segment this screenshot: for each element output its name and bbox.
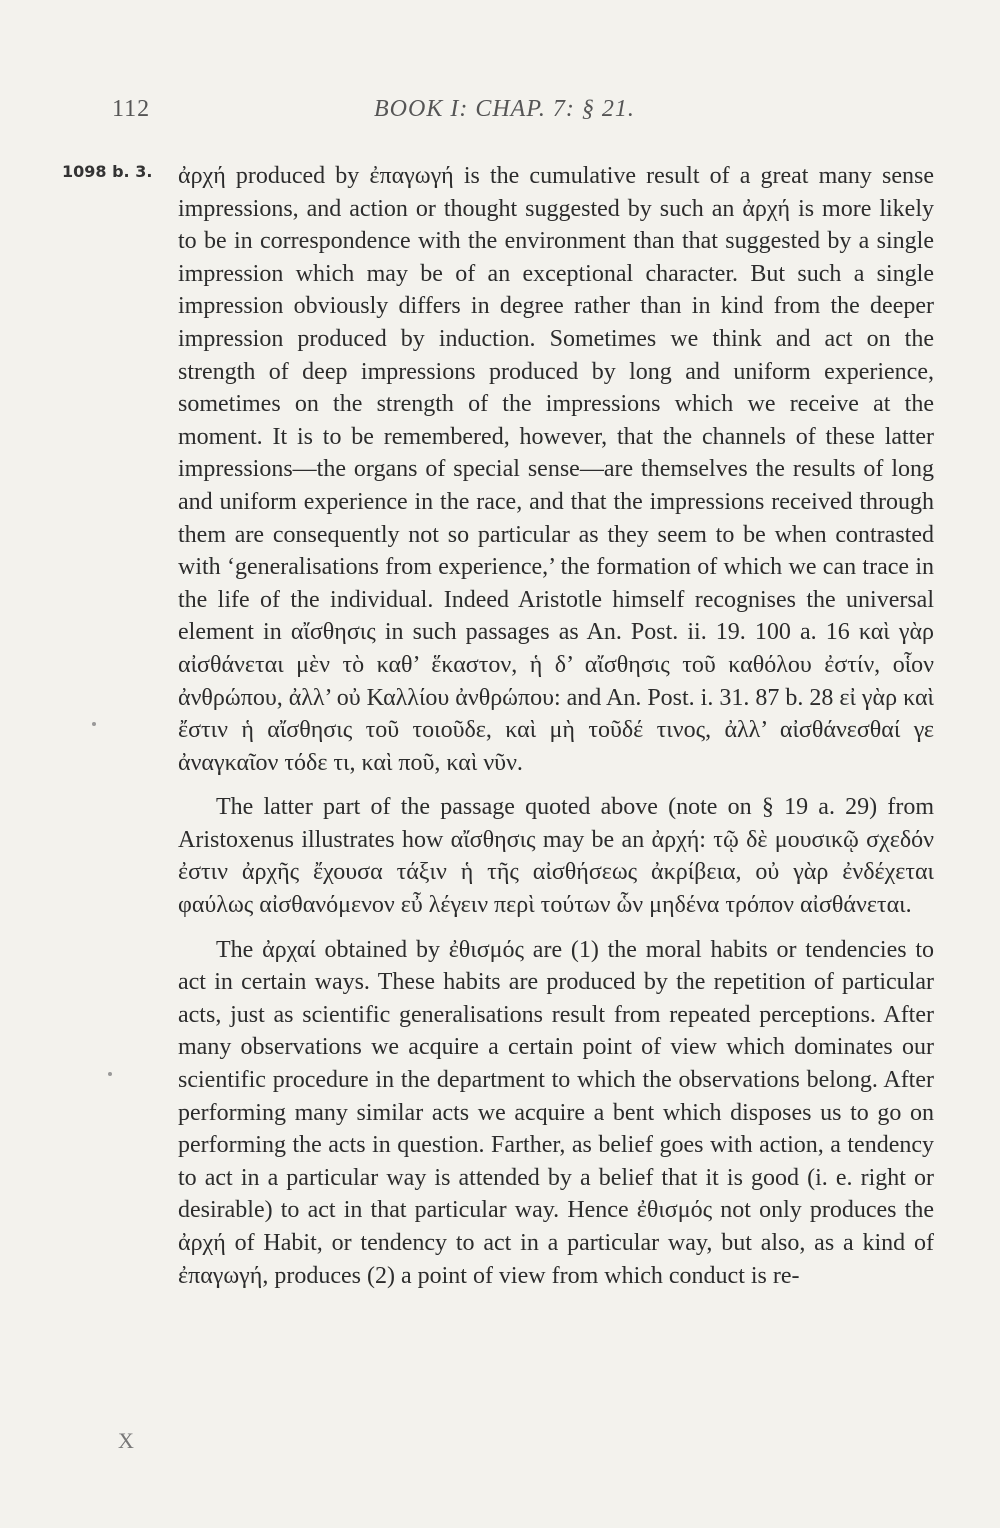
paragraph-1: ἀρχή produced by ἐπαγωγή is the cumulative result of a great many sense impressions, and action or thought suggested by such an ἀρχή is more likely to be in correspondence with the environment than that suggested by a single impression which may be of an exceptional character. But such a single impression obviously differs in degree rather than in kind from the deeper impression produced by induction. Sometimes we think and act on the strength of deep impressions produced by long and uniform experience, sometimes on the strength of the impressions which we receive at the moment. It is to be remembered, however, that the channels of these latter impressions—the organs of special sense—are themselves the results of long and uniform experience in the race, and that the impressions received through them are consequently not so particular as they seem to be when contrasted with ‘generalisations from experience,’ the formation of which we can trace in the life of the individual. Indeed Aristotle himself recognises the universal element in αἴσθησις in such passages as An. Post. ii. 19. 100 a. 16 καὶ γὰρ αἰσθάνεται μὲν τὸ καθ’ ἕκαστον, ἡ δ’ αἴσθησις τοῦ καθόλου ἐστίν, οἷον ἀνθρώπου, ἀλλ’ οὐ Καλλίου ἀνθρώπου: and An. Post. i. 31. 87 b. 28 εἰ γὰρ καὶ ἔστιν ἡ αἴσθησις τοῦ τοιοῦδε, καὶ μὴ τοῦδέ τινος, ἀλλ’ αἰσθάνεσθαί γε ἀναγκαῖον τόδε τι, καὶ ποῦ, καὶ νῦν.	[178, 163, 934, 776]
paragraph-2: The latter part of the passage quoted above (note on § 19 a. 29) from Aristoxenus illustrates how αἴσθησις may be an ἀρχή: τῷ δὲ μουσικῷ σχεδόν ἐστιν ἀρχῆς ἔχουσα τάξιν ἡ τῆς αἰσθήσεως ἀκρίβεια, οὐ γὰρ ἐνδέχεται φαύλως αἰσθανόμενον εὖ λέγειν περὶ τούτων ὧν μηδένα τρόπον αἰσθάνεται.	[178, 794, 934, 919]
margin-mark: X	[118, 1428, 134, 1453]
body-text	[178, 160, 934, 1292]
paragraph-3: The ἀρχαί obtained by ἐθισμός are (1) the moral habits or tendencies to act in certain ways. These habits are produced by the repetition of particular acts, just as scientific generalisations result from repeated perceptions. After many observations we acquire a certain point of view which dominates our scientific procedure in the department to which the observations belong. After performing many similar acts we acquire a bent which disposes us to go on performing the acts in question. Farther, as belief goes with action, a tendency to act in a particular way is attended by a belief that it is good (i. e. right or desirable) to act in that particular way. Hence ἐθισμός not only produces the ἀρχή of Habit, or tendency to act in a particular way, but also, as a kind of ἐπαγωγή, produces (2) a point of view from which conduct is re-	[178, 936, 934, 1289]
running-head	[112, 96, 872, 132]
margin-dot	[108, 1072, 112, 1076]
margin-dot	[92, 722, 96, 726]
page-number: 112	[112, 96, 151, 122]
chapter-heading: BOOK I: CHAP. 7: § 21.	[374, 96, 635, 122]
margin-reference: 1098 b. 3.	[62, 162, 153, 181]
